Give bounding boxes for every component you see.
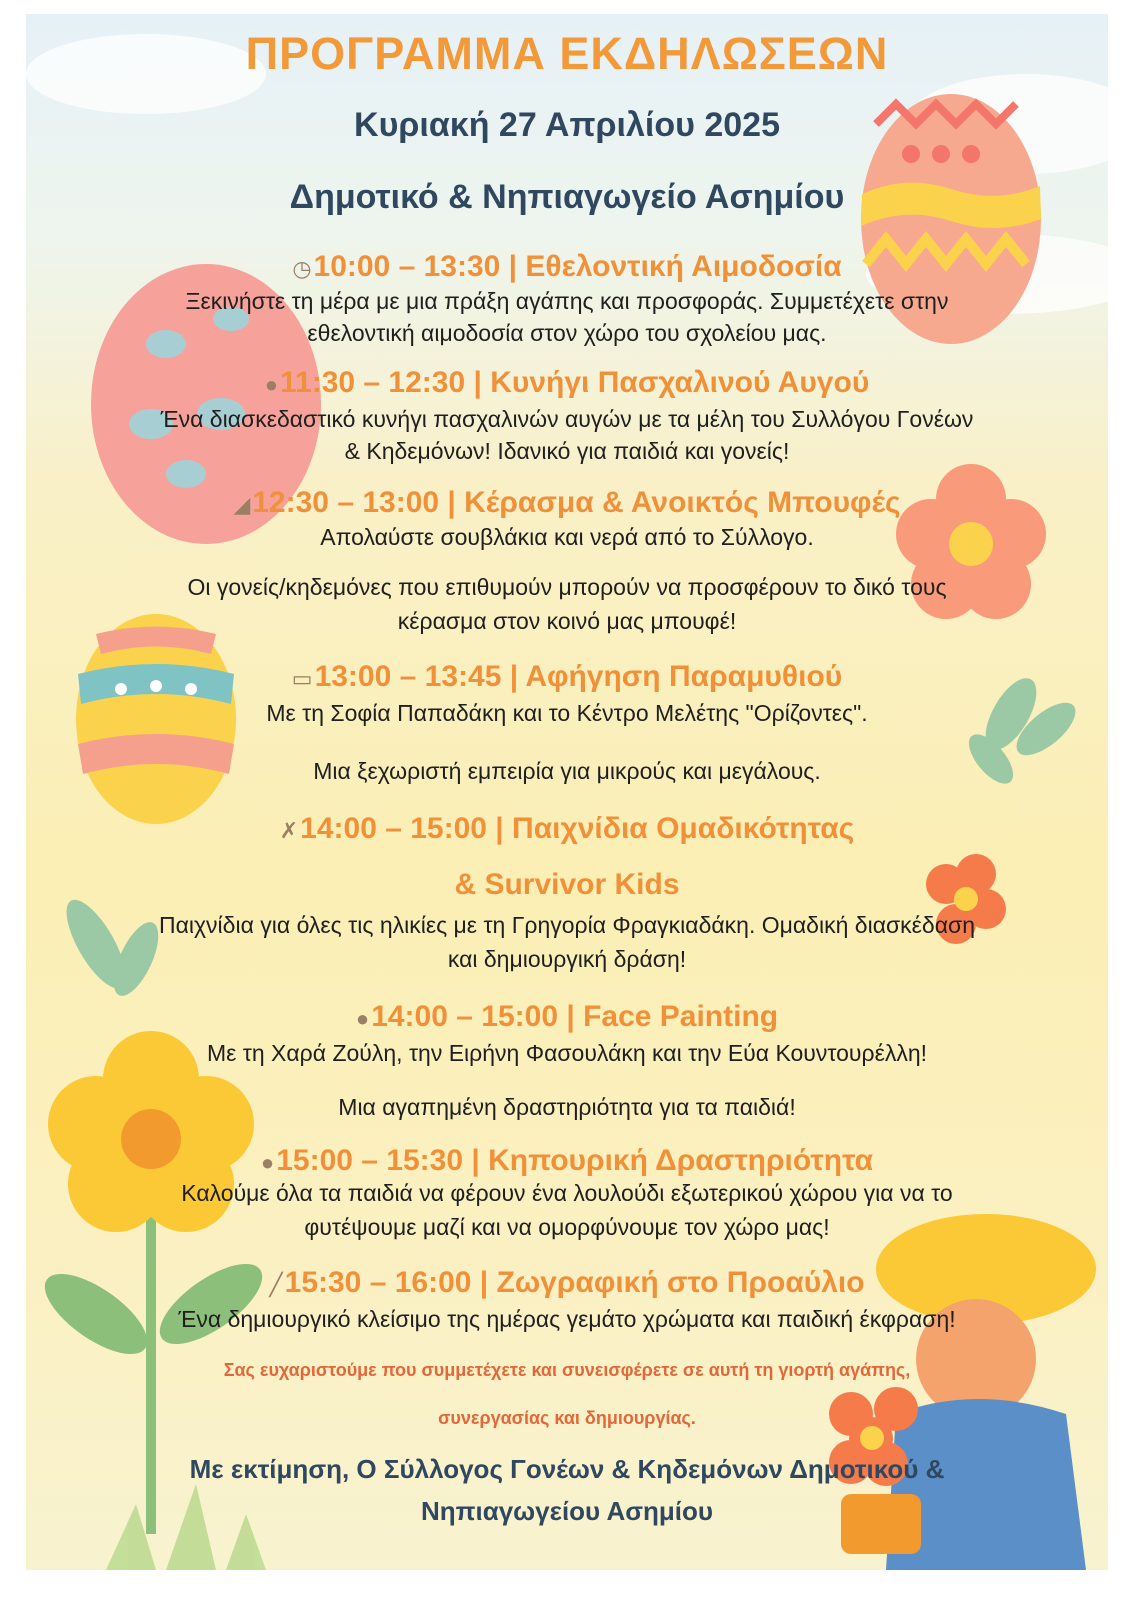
clock-icon: ◷ [292, 256, 312, 281]
event-title-team-games [26, 812, 1108, 846]
event-desc-line: Απολαύστε σουβλάκια και νερά από το Σύλλογο. [320, 524, 814, 550]
poster-content [26, 14, 1108, 1570]
egg-icon: ● [264, 372, 278, 397]
event-venue: Δημοτικό & Νηπιαγωγείο Ασημίου [289, 178, 845, 216]
skewer-icon: ◢ [233, 492, 251, 517]
event-desc-line: κέρασμα στον κοινό μας μπουφέ! [397, 608, 737, 634]
event-title-painting-yard [26, 1266, 1108, 1300]
event-title-text: 13:00 – 13:45 | Αφήγηση Παραμυθιού [314, 660, 843, 693]
event-desc-line: Μια ξεχωριστή εμπειρία για μικρούς και μεγάλους. [313, 758, 821, 784]
poster-title: ΠΡΟΓΡΑΜΜΑ ΕΚΔΗΛΩΣΕΩΝ [245, 28, 889, 79]
brush-icon: ╱ [269, 1272, 283, 1297]
event-desc-line: Οι γονείς/κηδεμόνες που επιθυμούν μπορούν να προσφέρουν το δικό τους [187, 574, 947, 600]
event-title-text: 12:30 – 13:00 | Κέρασμα & Ανοικτός Μπουφές [252, 486, 901, 519]
event-title-text: 15:30 – 16:00 | Ζωγραφική στο Προαύλιο [284, 1266, 865, 1299]
book-icon: ▭ [291, 666, 313, 691]
palette-icon: ● [355, 1006, 370, 1031]
event-title-text: 15:00 – 15:30 | Κηπουρική Δραστηριότητα [276, 1144, 874, 1177]
event-title-survivor-kids: & Survivor Kids [454, 868, 680, 901]
event-desc-line: Παιχνίδια για όλες τις ηλικίες με τη Γρηγορία Φραγκιαδάκη. Ομαδική διασκέδαση [158, 912, 976, 938]
event-title-storytelling [26, 660, 1108, 694]
event-title-text: 10:00 – 13:30 | Εθελοντική Αιμοδοσία [313, 250, 842, 283]
event-desc-line: φυτέψουμε μαζί και να ομορφύνουμε τον χώρο μας! [304, 1214, 830, 1240]
event-poster [26, 14, 1108, 1570]
event-title-text: 11:30 – 12:30 | Κυνήγι Πασχαλινού Αυγού [280, 366, 870, 399]
signature-line: Με εκτίμηση, Ο Σύλλογος Γονέων & Κηδεμόνων Δημοτικού & [189, 1454, 945, 1484]
sunflower-icon: ● [260, 1150, 275, 1175]
event-title-buffet [26, 486, 1108, 520]
event-desc-line: εθελοντική αιμοδοσία στον χώρο του σχολείου μας. [307, 320, 827, 346]
event-desc-line: και δημιουργική δράση! [447, 946, 687, 972]
event-title-face-painting [26, 1000, 1108, 1034]
event-desc-line: Μια αγαπημένη δραστηριότητα για τα παιδιά! [338, 1094, 796, 1120]
event-desc-line: Ξεκινήστε τη μέρα με μια πράξη αγάπης και προσφοράς. Συμμετέχετε στην [185, 288, 949, 314]
event-desc-line: & Κηδεμόνων! Ιδανικό για παιδιά και γονείς! [344, 438, 790, 464]
event-title-text: 14:00 – 15:00 | Παιχνίδια Ομαδικότητας [300, 812, 855, 845]
event-desc-line: Με τη Σοφία Παπαδάκη και το Κέντρο Μελέτης "Ορίζοντες". [266, 700, 868, 726]
thanks-line: συνεργασίας και δημιουργίας. [438, 1408, 696, 1428]
event-desc-line: Καλούμε όλα τα παιδιά να φέρουν ένα λουλούδι εξωτερικού χώρου για να το [181, 1180, 953, 1206]
signature-line: Νηπιαγωγείου Ασημίου [420, 1496, 714, 1526]
event-title-blood-donation [26, 250, 1108, 284]
event-desc-line: Ένα δημιουργικό κλείσιμο της ημέρας γεμάτο χρώματα και παιδική έκφραση! [178, 1306, 956, 1332]
thanks-line: Σας ευχαριστούμε που συμμετέχετε και συνεισφέρετε σε αυτή τη γιορτή αγάπης, [223, 1360, 911, 1380]
event-desc-line: Με τη Χαρά Ζούλη, την Ειρήνη Φασουλάκη και την Εύα Κουντουρέλλη! [206, 1040, 928, 1066]
event-title-egg-hunt [26, 366, 1108, 400]
event-desc-line: Ένα διασκεδαστικό κυνήγι πασχαλινών αυγών με τα μέλη του Συλλόγου Γονέων [160, 406, 974, 432]
running-icon: ✗ [279, 818, 299, 843]
event-title-text: 14:00 – 15:00 | Face Painting [371, 1000, 779, 1033]
event-date: Κυριακή 27 Απριλίου 2025 [354, 106, 780, 144]
event-title-gardening [26, 1144, 1108, 1178]
